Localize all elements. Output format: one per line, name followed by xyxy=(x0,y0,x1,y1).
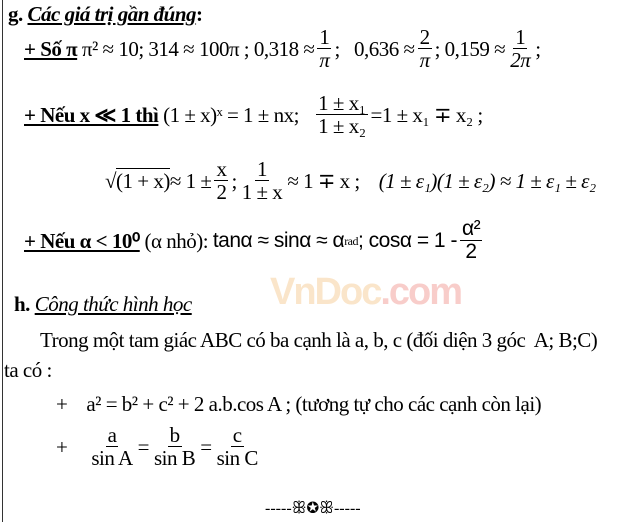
numerator: 1 xyxy=(515,25,526,49)
text: (1 ± x)ˣ = 1 ± nx; xyxy=(163,102,299,127)
fraction xyxy=(240,158,285,203)
section-letter: h. xyxy=(14,292,30,316)
text: Trong một tam giác ABC có ba cạnh là a, b, c (đối diện 3 góc A; B;C) xyxy=(40,328,598,352)
text: ; 0,159 ≈ xyxy=(434,36,506,61)
small-angle-approximations xyxy=(24,218,485,263)
section-h-heading xyxy=(14,292,192,316)
denominator: 2 xyxy=(465,240,477,264)
numerator: α² xyxy=(461,217,481,240)
fraction xyxy=(508,26,532,71)
law-of-sines xyxy=(56,424,263,469)
sqrt-content: (1 + x) xyxy=(116,169,170,194)
watermark-logo xyxy=(270,272,461,312)
text: ; xyxy=(231,168,237,193)
subscript: rad xyxy=(344,233,359,248)
section-letter: g. xyxy=(8,2,23,26)
small-x-label: + Nếu x ≪ 1 thì xyxy=(24,102,159,127)
denominator: sin B xyxy=(153,446,196,471)
fraction xyxy=(460,218,482,263)
law-of-cosines xyxy=(56,392,541,416)
denominator: π xyxy=(419,48,430,73)
text: ; xyxy=(535,36,541,61)
sqrt-approximations xyxy=(105,158,596,203)
numerator: 1 xyxy=(257,157,268,181)
denominator: 1 ± x₂ xyxy=(318,114,366,139)
denominator: π xyxy=(319,48,330,73)
small-angle-label: + Nếu α < 10⁰ xyxy=(24,228,140,253)
denominator: 1 ± x xyxy=(241,180,283,205)
paragraph xyxy=(40,328,597,352)
fraction xyxy=(316,92,367,137)
text: ; 0,636 ≈ xyxy=(334,36,415,61)
text: = xyxy=(137,434,149,459)
numerator: 1 ± x₁ xyxy=(318,91,366,115)
denominator: 2 xyxy=(216,180,227,205)
text: (1 ± ε₁)(1 ± ε₂) ≈ 1 ± ε₁ ± ε₂ xyxy=(378,168,596,193)
footer-ornament: -----ꕥ✪ꕥ----- xyxy=(265,500,361,517)
text: = xyxy=(200,434,212,459)
paragraph xyxy=(4,358,52,382)
watermark-part: .com xyxy=(380,271,462,313)
text: ta có : xyxy=(4,358,52,382)
denominator: 2π xyxy=(510,48,531,73)
fraction xyxy=(89,424,134,469)
colon: : xyxy=(196,2,203,26)
text: ≈ 1 ∓ x ; xyxy=(287,168,360,193)
denominator: sin A xyxy=(91,446,133,471)
text: + a² = b² + c² + 2 a.b.cos A ; (tương tự cho các cạnh còn lại) xyxy=(56,392,542,416)
fraction xyxy=(317,26,331,71)
section-g-heading xyxy=(8,2,203,26)
sqrt-sign: √ xyxy=(105,168,117,193)
fraction xyxy=(214,158,228,203)
pi-approximations xyxy=(24,26,541,71)
text: ≈ 1 ± xyxy=(169,168,212,193)
text: π² ≈ 10; 314 ≈ 100π ; 0,318 ≈ xyxy=(81,36,315,61)
fraction xyxy=(418,26,432,71)
numerator: b xyxy=(169,423,180,447)
page-border xyxy=(2,0,3,522)
text: ; cosα = 1 - xyxy=(358,228,457,252)
fraction xyxy=(152,424,197,469)
small-x-approximations xyxy=(24,92,483,137)
fraction xyxy=(215,424,260,469)
text: + xyxy=(56,434,68,459)
numerator: c xyxy=(232,423,242,447)
numerator: 2 xyxy=(419,25,430,49)
numerator: a xyxy=(107,423,117,447)
text: tanα ≈ sinα ≈ α xyxy=(212,228,345,252)
numerator: 1 xyxy=(319,25,330,49)
section-title: Các giá trị gần đúng xyxy=(27,2,197,26)
text: (α nhỏ): xyxy=(144,228,209,253)
pi-label: + Số π xyxy=(24,36,78,61)
denominator: sin C xyxy=(216,446,258,471)
text: =1 ± x₁ ∓ x₂ ; xyxy=(370,102,483,127)
section-title: Công thức hình học xyxy=(34,292,192,316)
numerator: x xyxy=(216,157,227,181)
watermark-part: VnDoc xyxy=(270,271,381,313)
